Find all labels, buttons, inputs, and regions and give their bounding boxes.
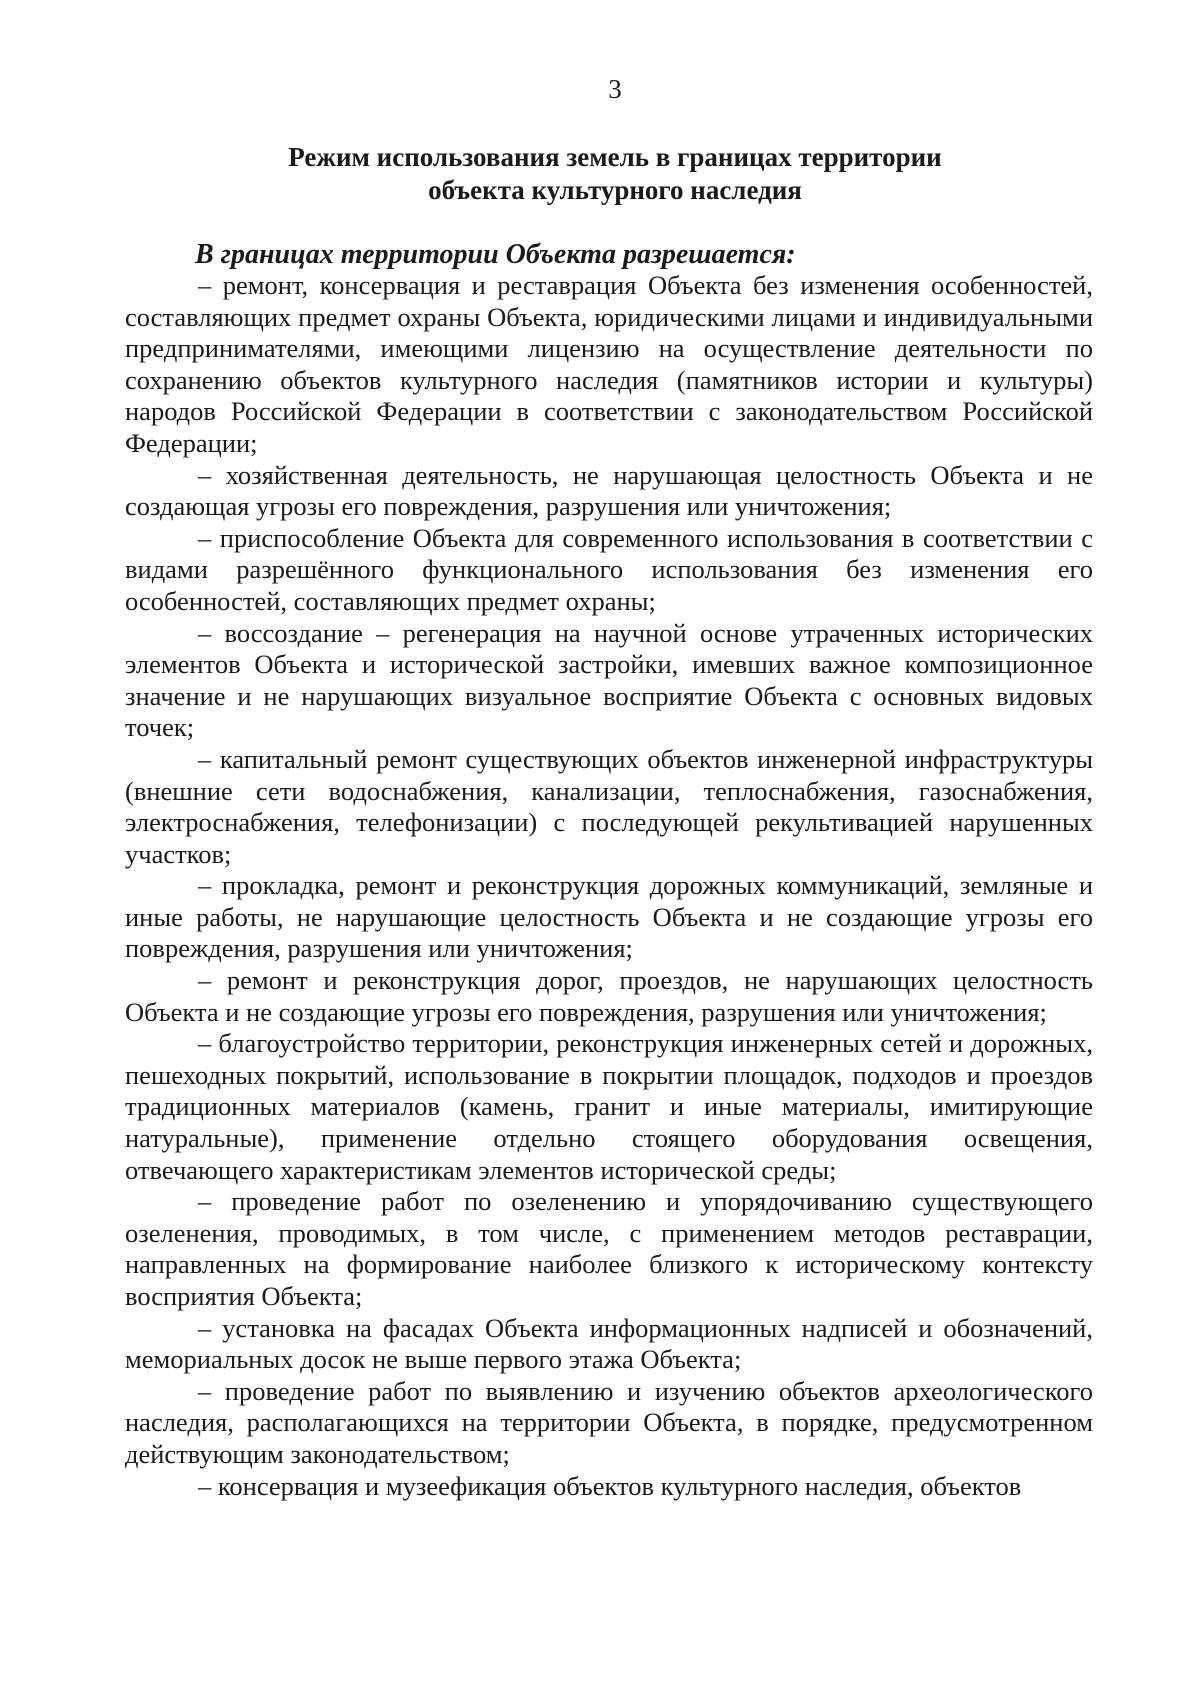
paragraph-landscaping: – благоустройство территории, реконструкция инженерных сетей и дорожных, пешеходных покрытий, использование в покрытии площадок, подходов и проездов традиционных материалов (камень, гранит и иные материалы, имитирующие натуральные), применение отдельно стоящего оборудования освещения, отвечающего характеристикам элементов исторической среды; <box>125 1028 1093 1185</box>
page-number: 3 <box>608 74 622 104</box>
paragraph-facade-signs: – установка на фасадах Объекта информационных надписей и обозначений, мемориальных досок не выше первого этажа Объекта; <box>125 1312 1093 1375</box>
paragraph-economic-activity: – хозяйственная деятельность, не нарушающая целостность Объекта и не создающая угрозы его повреждения, разрушения или уничтожения; <box>125 459 1093 522</box>
paragraph-archaeology: – проведение работ по выявлению и изучению объектов археологического наследия, располагающихся на территории Объекта, в порядке, предусмотренном действующим законодательством; <box>125 1375 1093 1469</box>
section-heading: В границах территории Объекта разрешается: <box>195 239 796 270</box>
paragraph-recreation: – воссоздание – регенерация на научной основе утраченных исторических элементов Объекта и исторической застройки, имевших важное композиционное значение и не нарушающих визуальное восприятие Объекта с основных видовых точек; <box>125 617 1093 743</box>
document-title <box>150 141 1080 207</box>
paragraph-road-communications: – прокладка, ремонт и реконструкция дорожных коммуникаций, земляные и иные работы, не нарушающие целостность Объекта и не создающие угрозы его повреждения, разрушения или уничтожения; <box>125 870 1093 964</box>
paragraph-roads-driveways: – ремонт и реконструкция дорог, проездов, не нарушающих целостность Объекта и не создающие угрозы его повреждения, разрушения или уничтожения; <box>125 965 1093 1027</box>
paragraph-conservation-museum: – консервация и музеефикация объектов культурного наследия, объектов <box>198 1470 1022 1501</box>
paragraph-greening: – проведение работ по озеленению и упорядочиванию существующего озеленения, проводимых, в том числе, с применением методов реставрации, направленных на формирование наиболее близкого к историческому контексту восприятия Объекта; <box>125 1186 1093 1311</box>
title-line-2: объекта культурного наследия <box>428 175 802 205</box>
paragraph-restoration: – ремонт, консервация и реставрация Объекта без изменения особенностей, составляющих предмет охраны Объекта, юридическими лицами и индивидуальными предпринимателями, имеющими лицензию на осуществление деятельности по сохранению объектов культурного наследия (памятников истории и культуры) народов Российской Федерации в соответствии с законодательством Российской Федерации; <box>125 270 1093 458</box>
document-body <box>125 270 1093 1502</box>
title-line-1: Режим использования земель в границах территории <box>288 142 942 172</box>
paragraph-adaptation: – приспособление Объекта для современного использования в соответствии с видами разрешённого функционального использования без изменения его особенностей, составляющих предмет охраны; <box>125 522 1093 616</box>
paragraph-infrastructure-repair: – капитальный ремонт существующих объектов инженерной инфраструктуры (внешние сети водоснабжения, канализации, теплоснабжения, газоснабжения, электроснабжения, телефонизации) с последующей рекультивацией нарушенных участков; <box>125 743 1093 869</box>
